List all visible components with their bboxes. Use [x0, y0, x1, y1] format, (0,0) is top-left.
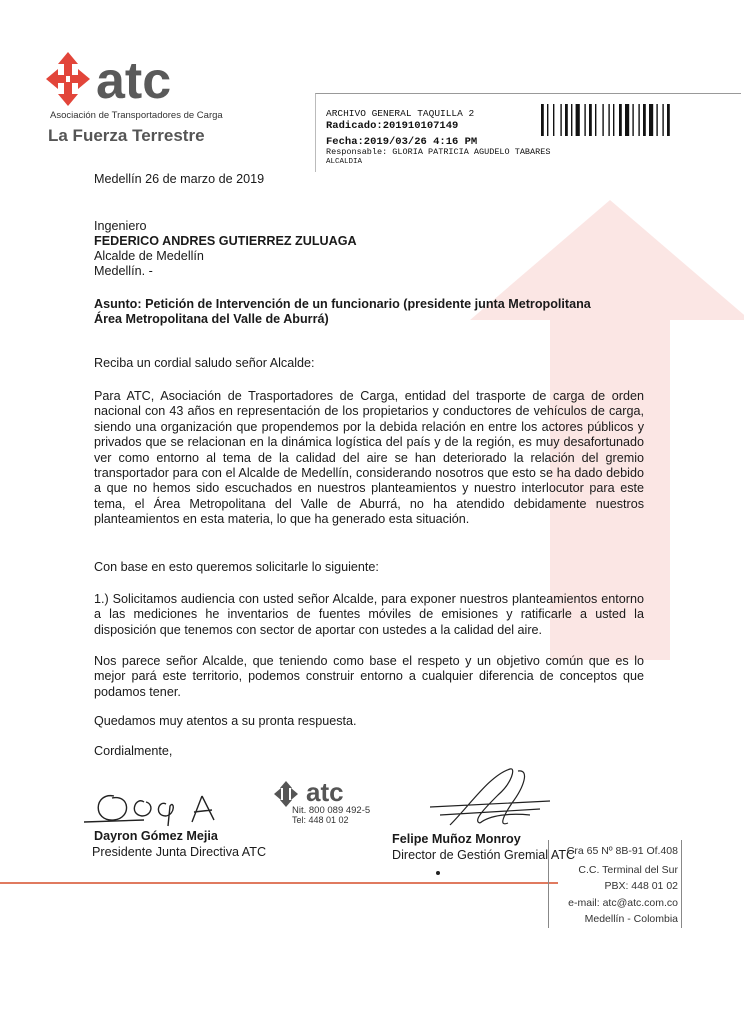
atc-logo — [46, 50, 216, 110]
subject-line-2: Área Metropolitana del Valle de Aburrá) — [94, 312, 329, 326]
footer-rule — [0, 882, 558, 884]
left-signatory-name: Dayron Gómez Mejia — [94, 829, 218, 843]
logo-arrows-icon — [46, 52, 90, 106]
recipient-title: Ingeniero — [94, 219, 147, 233]
filing-stamp — [315, 93, 741, 172]
right-signatory-role: Director de Gestión Gremial ATC — [392, 848, 576, 862]
barcode-icon — [541, 104, 726, 136]
stamp-archive: ARCHIVO GENERAL TAQUILLA 2 — [326, 108, 475, 119]
paragraph-intro: Para ATC, Asociación de Trasportadores de Carga, entidad del trasporte de carga de orden nacional con 43 años en representación de los propietarios y conductores de vehículos de carga, siendo una organización que propendemos por la debida relación en entre los actores públicos y privados que se relacionan en la dinámica logística del país y de la región, es muy desafortunado ver como entorno al tema de la calidad del aire se han deteriorado la relación del gremio transportador para con el Alcalde de Medellín, considerando nosotros que esto se ha dado debido a que no hemos sido escuchados en nuestros planteamientos y nuestro interlocutor para este tema, el Área Metropolitana del Valle de Aburrá, no ha atendido debidamente nuestros planteamientos en esta materia, lo que ha generado esta situación. — [94, 389, 644, 527]
recipient-city: Medellín. - — [94, 264, 153, 278]
footer-city: Medellín - Colombia — [584, 913, 678, 925]
svg-text:atc: atc — [306, 777, 344, 807]
logo-subtitle: Asociación de Transportadores de Carga — [50, 110, 223, 121]
stamp-nit: Nit. 800 089 492-5 — [292, 805, 371, 816]
footer-email: e-mail: atc@atc.com.co — [568, 897, 678, 909]
recipient-name: FEDERICO ANDRES GUTIERREZ ZULUAGA — [94, 234, 357, 248]
footer-building: C.C. Terminal del Sur — [578, 864, 678, 876]
stamp-radicado: Radicado:201910107149 — [326, 120, 459, 132]
paragraph-request: Con base en esto queremos solicitarle lo siguiente: — [94, 560, 379, 574]
ink-dot — [436, 871, 440, 875]
paragraph-respect: Nos parece señor Alcalde, que teniendo como base el respeto y un objetivo común que es lo mejor pará este territorio, podemos construir entorno a cualquier diferencia de conceptos que podamos tener. — [94, 654, 644, 699]
greeting: Reciba un cordial saludo señor Alcalde: — [94, 356, 315, 370]
right-signatory-name: Felipe Muñoz Monroy — [392, 832, 521, 846]
svg-text:atc: atc — [96, 52, 172, 110]
paragraph-audience: 1.) Solicitamos audiencia con usted señor Alcalde, para exponer nuestros planteamientos entorno a las mediciones he inventarios de fuentes móviles de emisiones y ratificarle a usted la disposición que tenemos con sector de aportar con ustedes a la calidad del aire. — [94, 592, 644, 637]
paragraph-response: Quedamos muy atentos a su pronta respuesta. — [94, 714, 357, 728]
signature-right — [420, 765, 560, 840]
stamp-responsible: Responsable: GLORIA PATRICIA AGUDELO TABARES — [326, 147, 551, 157]
left-signatory-role: Presidente Junta Directiva ATC — [92, 845, 267, 859]
stamp-office: ALCALDIA — [326, 158, 363, 166]
footer-address: Cra 65 Nº 8B-91 Of.408 — [566, 845, 678, 857]
stamp-date: Fecha:2019/03/26 4:16 PM — [326, 136, 478, 148]
footer-phone: PBX: 448 01 02 — [604, 880, 678, 892]
recipient-role: Alcalde de Medellín — [94, 249, 204, 263]
stamp-tel: Tel: 448 01 02 — [292, 815, 349, 825]
signature-left — [84, 782, 254, 832]
logo-tagline: La Fuerza Terrestre — [48, 126, 205, 145]
letter-date: Medellín 26 de marzo de 2019 — [94, 172, 265, 186]
closing: Cordialmente, — [94, 744, 173, 758]
subject-line-1: Asunto: Petición de Intervención de un funcionario (presidente junta Metropolitana — [94, 297, 591, 311]
